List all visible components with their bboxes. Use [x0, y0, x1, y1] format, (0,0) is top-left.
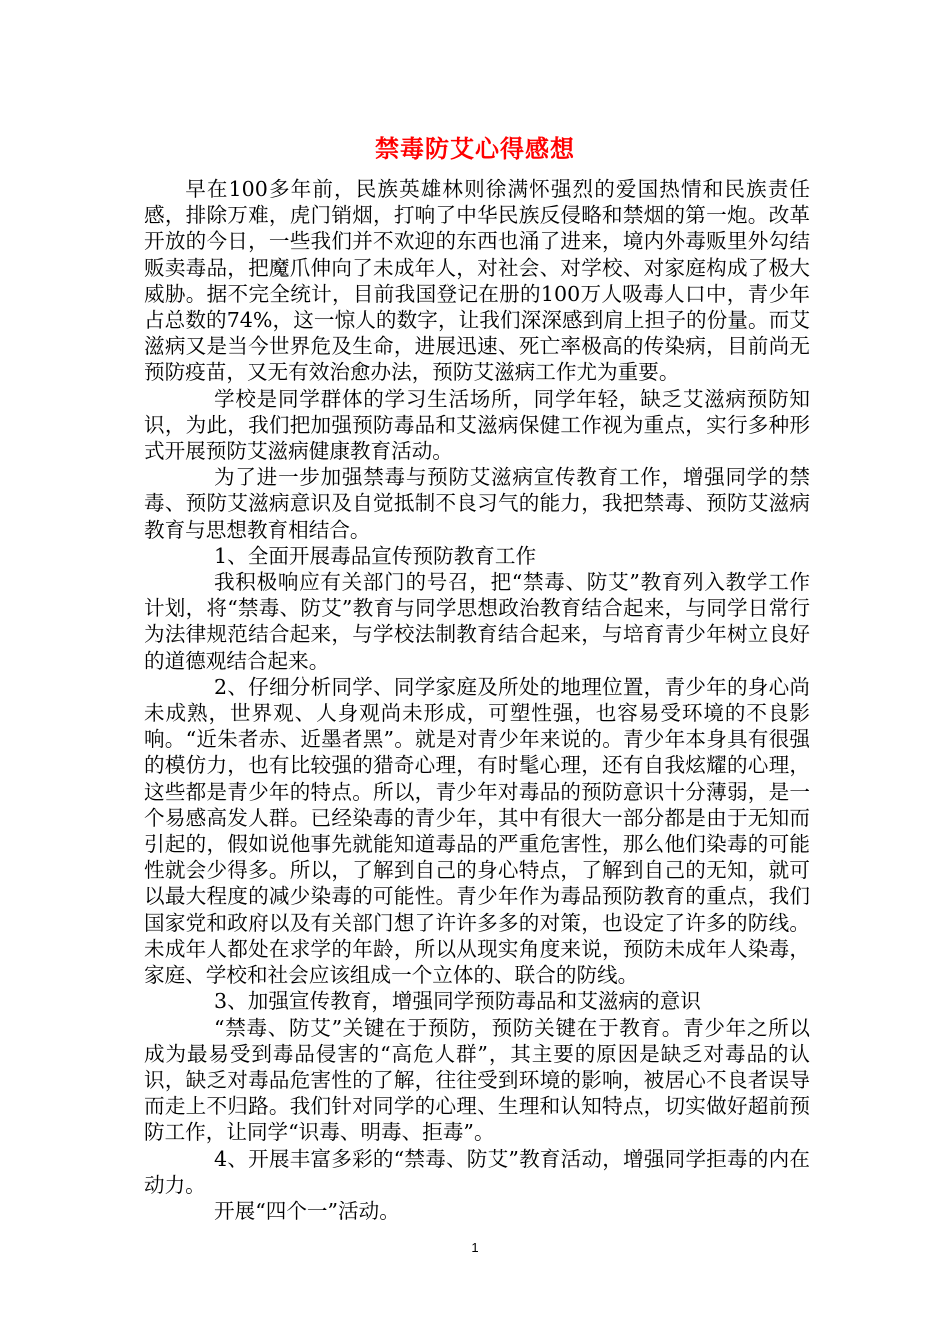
- page-number: 1: [471, 1240, 479, 1255]
- document-body: [144, 176, 810, 1224]
- paragraph-2: 学校是同学群体的学习生活场所，同学年轻，缺乏艾滋病预防知识，为此，我们把加强预防毒品和艾滋病保健工作视为重点，实行多种形式开展预防艾滋病健康教育活动。: [144, 386, 810, 464]
- paragraph-4: 我积极响应有关部门的号召，把“禁毒、防艾”教育列入教学工作计划，将“禁毒、防艾”教育与同学思想政治教育结合起来，与同学日常行为法律规范结合起来，与学校法制教育结合起来，与培育青少年树立良好的道德观结合起来。: [144, 570, 810, 673]
- paragraph-6: “禁毒、防艾”关键在于预防，预防关键在于教育。青少年之所以成为最易受到毒品侵害的“高危人群”，其主要的原因是缺乏对毒品的认识，缺乏对毒品危害性的了解，往往受到环境的影响，被居心不良者误导而走上不归路。我们针对同学的心理、生理和认知特点，切实做好超前预防工作，让同学“识毒、明毒、拒毒”。: [144, 1015, 810, 1145]
- section-heading-3: 3、加强宣传教育，增强同学预防毒品和艾滋病的意识: [214, 989, 701, 1014]
- paragraph-5: 2、仔细分析同学、同学家庭及所处的地理位置，青少年的身心尚未成熟，世界观、人身观尚未形成，可塑性强，也容易受环境的不良影响。“近朱者赤、近墨者黑”。就是对青少年来说的。青少年本身具有很强的模仿力，也有比较强的猎奇心理，有时髦心理，还有自我炫耀的心理，这些都是青少年的特点。所以，青少年对毒品的预防意识十分薄弱，是一个易感高发人群。已经染毒的青少年，其中有很大一部分都是由于无知而引起的，假如说他事先就能知道毒品的严重危害性，那么他们染毒的可能性就会少得多。所以，了解到自己的身心特点，了解到自己的无知，就可以最大程度的减少染毒的可能性。青少年作为毒品预防教育的重点，我们国家党和政府以及有关部门想了许许多多的对策，也设定了许多的防线。未成年人都处在求学的年龄，所以从现实角度来说，预防未成年人染毒，家庭、学校和社会应该组成一个立体的、联合的防线。: [144, 674, 810, 988]
- document-title: 禁毒防艾心得感想: [375, 135, 575, 163]
- paragraph-1: 早在100多年前，民族英雄林则徐满怀强烈的爱国热情和民族责任感，排除万难，虎门销烟，打响了中华民族反侵略和禁烟的第一炮。改革开放的今日，一些我们并不欢迎的东西也涌了进来，境内外毒贩里外勾结贩卖毒品，把魔爪伸向了未成年人，对社会、对学校、对家庭构成了极大威胁。据不完全统计，目前我国登记在册的100万人吸毒人口中，青少年占总数的74%，这一惊人的数字，让我们深深感到肩上担子的份量。而艾滋病又是当今世界危及生命，进展迅速、死亡率极高的传染病，目前尚无预防疫苗，又无有效治愈办法，预防艾滋病工作尤为重要。: [144, 177, 810, 385]
- paragraph-7: 4、开展丰富多彩的“禁毒、防艾”教育活动，增强同学拒毒的内在动力。: [144, 1146, 810, 1197]
- paragraph-8: 开展“四个一”活动。: [214, 1198, 400, 1223]
- paragraph-3: 为了进一步加强禁毒与预防艾滋病宣传教育工作，增强同学的禁毒、预防艾滋病意识及自觉抵制不良习气的能力，我把禁毒、预防艾滋病教育与思想教育相结合。: [144, 465, 810, 542]
- section-heading-1: 1、全面开展毒品宣传预防教育工作: [214, 543, 537, 568]
